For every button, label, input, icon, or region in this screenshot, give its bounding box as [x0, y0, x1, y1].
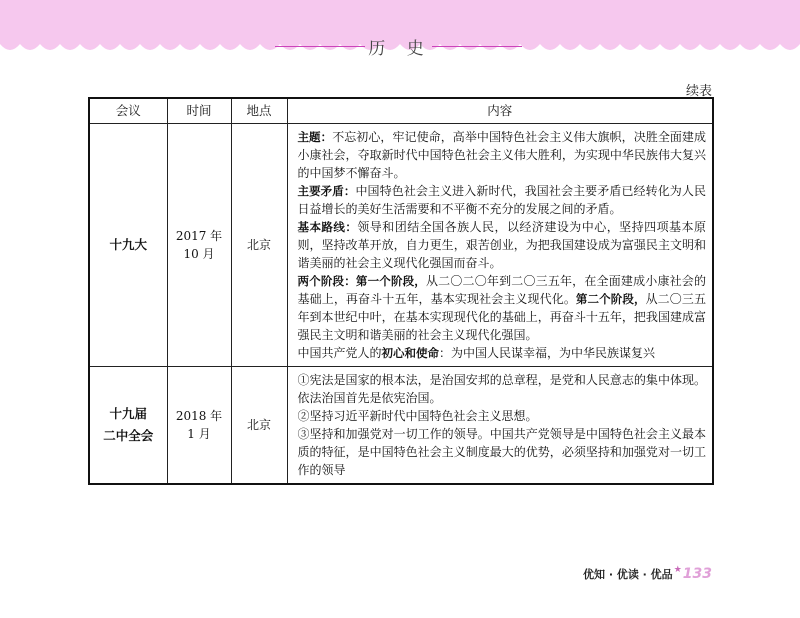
time-cell	[167, 124, 231, 367]
content-paragraph: ②坚持习近平新时代中国特色社会主义思想。	[297, 409, 538, 423]
paragraph-text: 中国共产党人的	[297, 346, 382, 360]
column-header-time: 时间	[167, 98, 231, 124]
content-paragraph	[298, 218, 707, 272]
content-cell	[287, 367, 713, 485]
content-paragraph: ③坚持和加强党对一切工作的领导。中国共产党领导是中国特色社会主义最本质的特征，是中国特色社会主义制度最大的优势，必须坚持和加强党对一切工作的领导	[297, 427, 706, 477]
subject-title: 历 史	[368, 39, 432, 59]
content-paragraph	[298, 182, 707, 218]
paragraph-label: 初心和使命	[381, 346, 440, 360]
page-footer	[583, 564, 712, 584]
paragraph-text: 领导和团结全国各族人民，以经济建设为中心，坚持四项基本原则，坚持改革开放，自力更生，艰苦创业，为把我国建设成为富强民主文明和谐美丽的社会主义现代化强国而奋斗。	[297, 220, 706, 270]
time-year: 2017 年	[175, 229, 223, 243]
paragraph-label: 基本路线：	[297, 220, 358, 234]
paragraph-label: 第一个阶段，	[355, 274, 426, 288]
meeting-cell	[89, 367, 167, 485]
time-year: 2018 年	[175, 409, 223, 423]
meeting-cell: 十九大	[89, 124, 167, 367]
paragraph-text: 从二〇三五年到本世纪中叶，在基本实现现代化的基础上，再奋斗十五年，把我国建成富强民主文明和谐美丽的社会主义现代化强国。	[297, 292, 706, 342]
meetings-table	[88, 97, 714, 485]
paragraph-text: 不忘初心，牢记使命，高举中国特色社会主义伟大旗帜，决胜全面建成小康社会，夺取新时代中国特色社会主义伟大胜利，为实现中华民族伟大复兴的中国梦不懈奋斗。	[297, 130, 706, 180]
page-header	[0, 34, 800, 58]
meeting-name-line: 二中全会	[103, 428, 154, 443]
column-header-place: 地点	[231, 98, 287, 124]
paragraph-label: 两个阶段：	[297, 274, 356, 288]
paragraph-label: 主题：	[297, 130, 333, 144]
paragraph-label: 第二个阶段，	[575, 292, 646, 306]
column-header-content: 内容	[287, 98, 713, 124]
content-cell	[287, 124, 713, 367]
meeting-name-line: 十九届	[109, 406, 147, 421]
table-row	[89, 367, 713, 485]
paragraph-label: 主要矛盾：	[297, 184, 356, 198]
paragraph-text: 从二〇二〇年到二〇三五年，在全面建成小康社会的基础上，再奋斗十五年，基本实现社会主义现代化。	[297, 274, 706, 306]
star-icon: ★	[673, 565, 682, 575]
content-paragraph	[298, 128, 707, 182]
table-row	[89, 124, 713, 367]
continued-label: 续表	[685, 84, 712, 99]
header-divider-right	[432, 46, 522, 47]
paragraph-text: 中国特色社会主义进入新时代，我国社会主要矛盾已经转化为人民日益增长的美好生活需要和不平衡不充分的发展之间的矛盾。	[297, 184, 706, 216]
page-number: 133	[682, 566, 712, 582]
column-header-meeting: 会议	[89, 98, 167, 124]
place-cell: 北京	[231, 367, 287, 485]
place-cell: 北京	[231, 124, 287, 367]
header-divider-left	[275, 46, 365, 47]
time-month: 10 月	[183, 247, 215, 261]
content-paragraph: ①宪法是国家的根本法，是治国安邦的总章程，是党和人民意志的集中体现。依法治国首先是依宪治国。	[297, 373, 706, 405]
content-paragraph	[298, 344, 707, 362]
table-header-row	[89, 98, 713, 124]
footer-slogan: 优知 · 优读 · 优品	[583, 568, 673, 581]
time-cell	[167, 367, 231, 485]
content-paragraph	[298, 272, 707, 344]
time-month: 1 月	[187, 427, 211, 441]
paragraph-text: ：为中国人民谋幸福，为中华民族谋复兴	[439, 346, 656, 360]
